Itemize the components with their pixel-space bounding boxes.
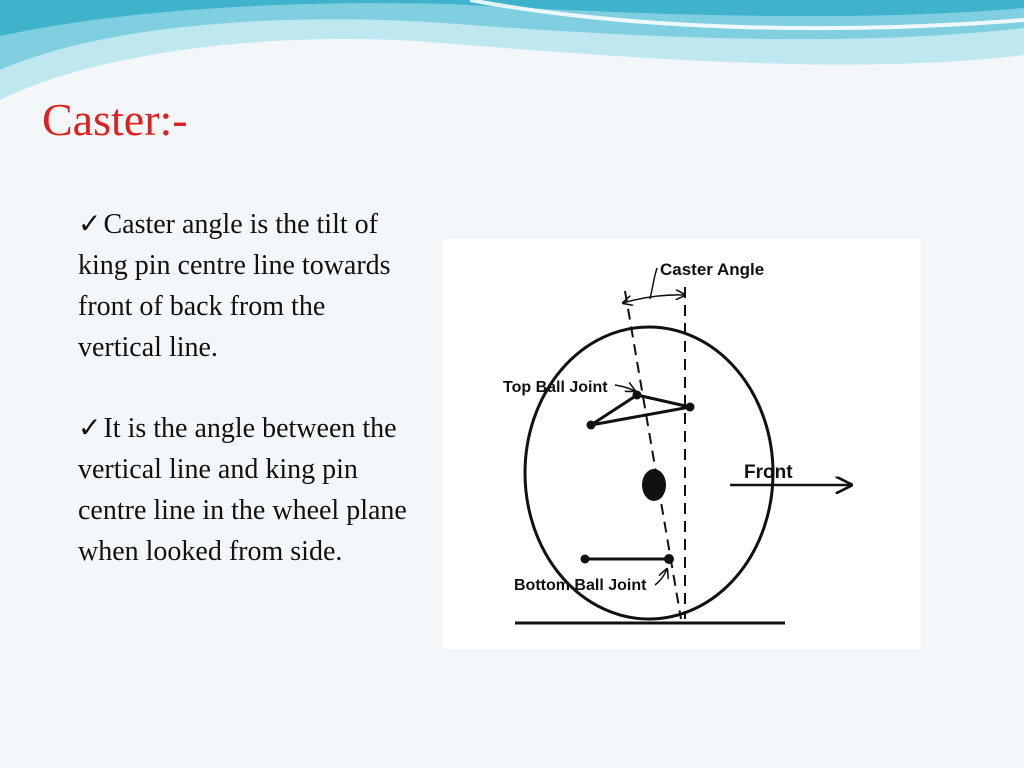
diagram-svg — [443, 239, 921, 649]
caster-angle-label: Caster Angle — [660, 260, 765, 279]
lower-arm-pivot — [581, 555, 590, 564]
king-pin-centre-line — [625, 291, 681, 619]
caster-angle-arc — [623, 295, 685, 303]
bullet-item-caster-definition — [78, 204, 408, 368]
upper-arm-front-pivot — [686, 403, 695, 412]
bottom-ball-joint-leader — [655, 569, 667, 585]
slide-title: Caster:- — [42, 94, 188, 145]
bullet-list — [78, 204, 408, 612]
upper-arm-rear-pivot — [587, 421, 596, 430]
bottom-ball-joint-point — [664, 554, 674, 564]
top-ball-joint-point — [633, 391, 642, 400]
bullet-item-caster-angle-explanation — [78, 408, 408, 572]
top-ball-joint-leader — [615, 385, 635, 391]
caster-angle-leader — [650, 268, 657, 299]
checkmark-icon: ✓ — [78, 413, 102, 444]
front-label: Front — [744, 462, 793, 483]
bullet-text: Caster angle is the tilt of king pin centre line towards front of back from the vertical line. — [78, 209, 391, 363]
upper-control-arm — [591, 395, 690, 425]
checkmark-icon: ✓ — [78, 209, 102, 240]
bottom-ball-joint-label: Bottom Ball Joint — [514, 577, 647, 594]
top-ball-joint-label: Top Ball Joint — [503, 379, 608, 396]
bullet-text: It is the angle between the vertical line and king pin centre line in the wheel plane when looked from side. — [78, 413, 407, 567]
wheel-hub — [642, 469, 666, 501]
caster-angle-diagram — [443, 239, 921, 649]
